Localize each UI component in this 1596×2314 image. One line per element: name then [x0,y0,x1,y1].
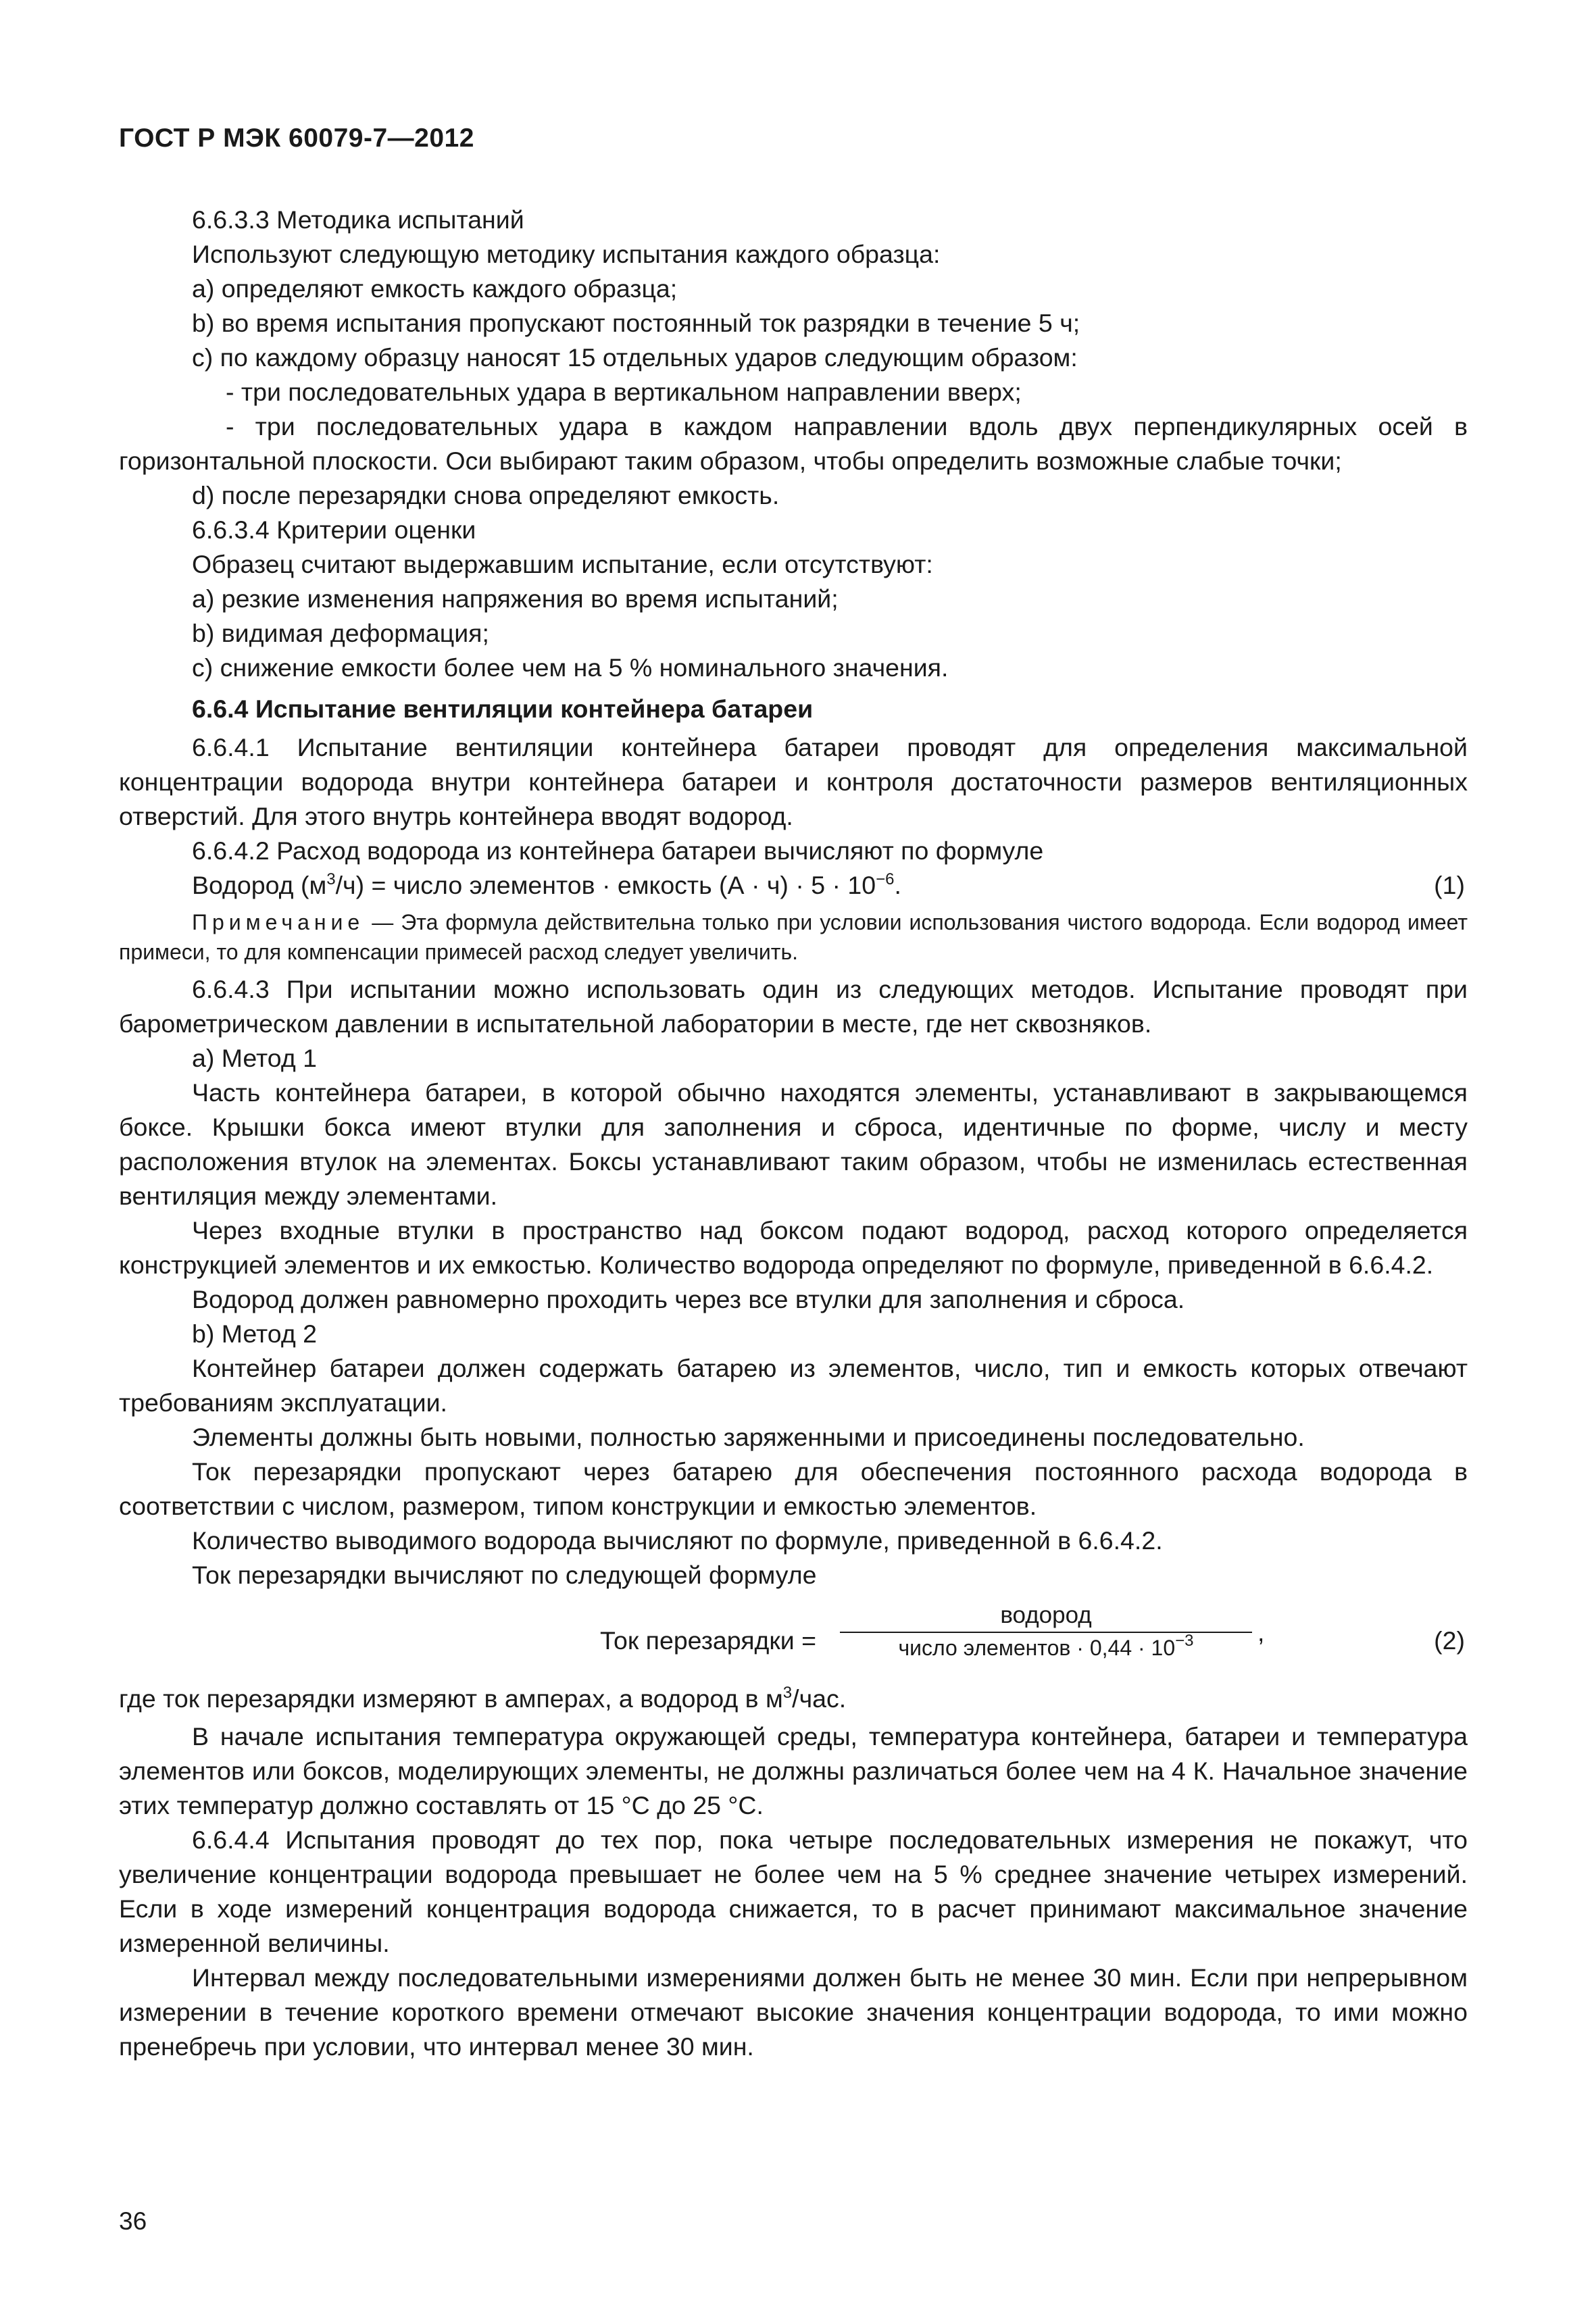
page-content [119,203,1468,2064]
paragraph [119,1682,1468,1719]
formula-1-sup: 3 [326,870,336,888]
where-sup: 3 [782,1684,793,1702]
list-item: a) определяют емкость каждого образца; [192,274,678,303]
paragraph: 6.6.4.1 Испытание вентиляции контейнера батареи проводят для определения максимальной концентрации водорода внутри контейнера батареи и контроля достаточности размеров вентиляционных отверстий. Для этого внутрь контейнера вводят водород. [119,733,1468,830]
paragraph: Ток перезарядки пропускают через батарею для обеспечения постоянного расхода водорода в соответствии с числом, размером, типом конструкции и емкостью элементов. [119,1457,1468,1520]
formula-2-lhs: Ток перезарядки = [600,1626,817,1655]
formula-1-number: (1) [1434,871,1465,899]
list-item: b) видимая деформация; [192,619,489,647]
note-text: — Эта формула действительна только при условии использования чистого водорода. Если водород имеет примеси, то для компенсации примесей расход следует увеличить. [119,910,1468,964]
page-number: 36 [119,2207,147,2235]
section-6-6-4-heading: 6.6.4 Испытание вентиляции контейнера батареи [192,695,814,723]
list-subitem: - три последовательных удара в вертикальном направлении вверх; [226,378,1022,406]
formula-2-exponent: −3 [1175,1632,1194,1650]
paragraph: Часть контейнера батареи, в которой обычно находятся элементы, устанавливают в закрывающемся боксе. Крышки бокса имеют втулки для заполнения и сброса, идентичные по форме, числу и месту расположения втулок на элементах. Боксы устанавливают таким образом, чтобы не изменилась естественная вентиляция между элементами. [119,1078,1468,1210]
formula-2-numerator: водород [1000,1602,1092,1628]
paragraph: Интервал между последовательными измерениями должен быть не менее 30 мин. Если при непрерывном измерении в течение короткого времени отмечают высокие значения концентрации водорода, то ими можно пренебречь при условии, что интервал менее 30 мин. [119,1963,1468,2061]
paragraph: 6.6.4.4 Испытания проводят до тех пор, пока четыре последовательных измерения не покажут, что увеличение концентрации водорода превышает не более чем на 5 % среднее значение четырех измерений. Если в ходе измерений концентрация водорода снижается, то в расчет принимают максимальное значение измеренной величины. [119,1826,1468,1957]
where-text-b: /час. [792,1684,847,1713]
where-text-a: где ток перезарядки измеряют в амперах, а водород в м [119,1684,783,1713]
paragraph: 6.6.4.3 При испытании можно использовать один из следующих методов. Испытание проводят при барометрическом давлении в испытательной лаборатории в месте, где нет сквозняков. [119,975,1468,1038]
paragraph: Образец считают выдержавшим испытание, если отсутствуют: [192,550,933,578]
paragraph: Используют следующую методику испытания каждого образца: [192,240,941,268]
paragraph: В начале испытания температура окружающей среды, температура контейнера, батареи и температура элементов или боксов, моделирующих элементы, не должны различаться более чем на 4 К. Начальное значение этих температур должно составлять от 15 °С до 25 °С. [119,1722,1468,1819]
paragraph: Ток перезарядки вычисляют по следующей формуле [192,1561,817,1589]
formula-1-end: . [894,871,901,899]
paragraph: Водород должен равномерно проходить через все втулки для заполнения и сброса. [192,1285,1185,1313]
note-label: Примечание [192,910,365,934]
formula-2-denominator: число элементов · 0,44 · 10 [898,1636,1176,1660]
formula-2-denominator-wrap [840,1633,1252,1665]
paragraph: Количество выводимого водорода вычисляют по формуле, приведенной в 6.6.4.2. [192,1526,1163,1555]
note [119,907,1468,967]
formula-1-text-a: Водород (м [192,871,327,899]
list-item: a) резкие изменения напряжения во время испытаний; [192,584,839,613]
list-item: d) после перезарядки снова определяют емкость. [192,481,780,509]
paragraph: Через входные втулки в пространство над боксом подают водород, расход которого определяется конструкцией элементов и их емкостью. Количество водорода определяют по формуле, приведенной в 6.6.4.2. [119,1216,1468,1279]
method-2-title: b) Метод 2 [192,1319,317,1348]
section-6-6-3-4-title: 6.6.3.4 Критерии оценки [192,515,476,544]
formula-2 [119,1601,1468,1676]
paragraph: 6.6.4.2 Расход водорода из контейнера батареи вычисляют по формуле [192,836,1044,865]
formula-1-exponent: −6 [876,870,895,888]
paragraph: Элементы должны быть новыми, полностью заряженными и присоединены последовательно. [192,1423,1305,1451]
formula-2-number: (2) [1434,1626,1465,1655]
method-1-title: a) Метод 1 [192,1044,317,1072]
formula-1 [119,868,1468,906]
list-item: c) снижение емкости более чем на 5 % номинального значения. [192,653,949,682]
formula-2-comma: , [1257,1618,1265,1646]
list-item: b) во время испытания пропускают постоянный ток разрядки в течение 5 ч; [192,309,1080,337]
section-6-6-3-3-title: 6.6.3.3 Методика испытаний [192,205,524,234]
list-item: c) по каждому образцу наносят 15 отдельных ударов следующим образом: [192,343,1078,372]
standard-header: ГОСТ Р МЭК 60079-7—2012 [119,124,474,153]
list-subitem: - три последовательных удара в каждом направлении вдоль двух перпендикулярных осей в горизонтальной плоскости. Оси выбирают таким образом, чтобы определить возможные слабые точки; [119,412,1468,475]
formula-1-text-b: /ч) = число элементов · емкость (А · ч) · 5 · 10 [335,871,876,899]
paragraph: Контейнер батареи должен содержать батарею из элементов, число, тип и емкость которых отвечают требованиям эксплуатации. [119,1354,1468,1417]
formula-2-fraction [840,1601,1252,1665]
